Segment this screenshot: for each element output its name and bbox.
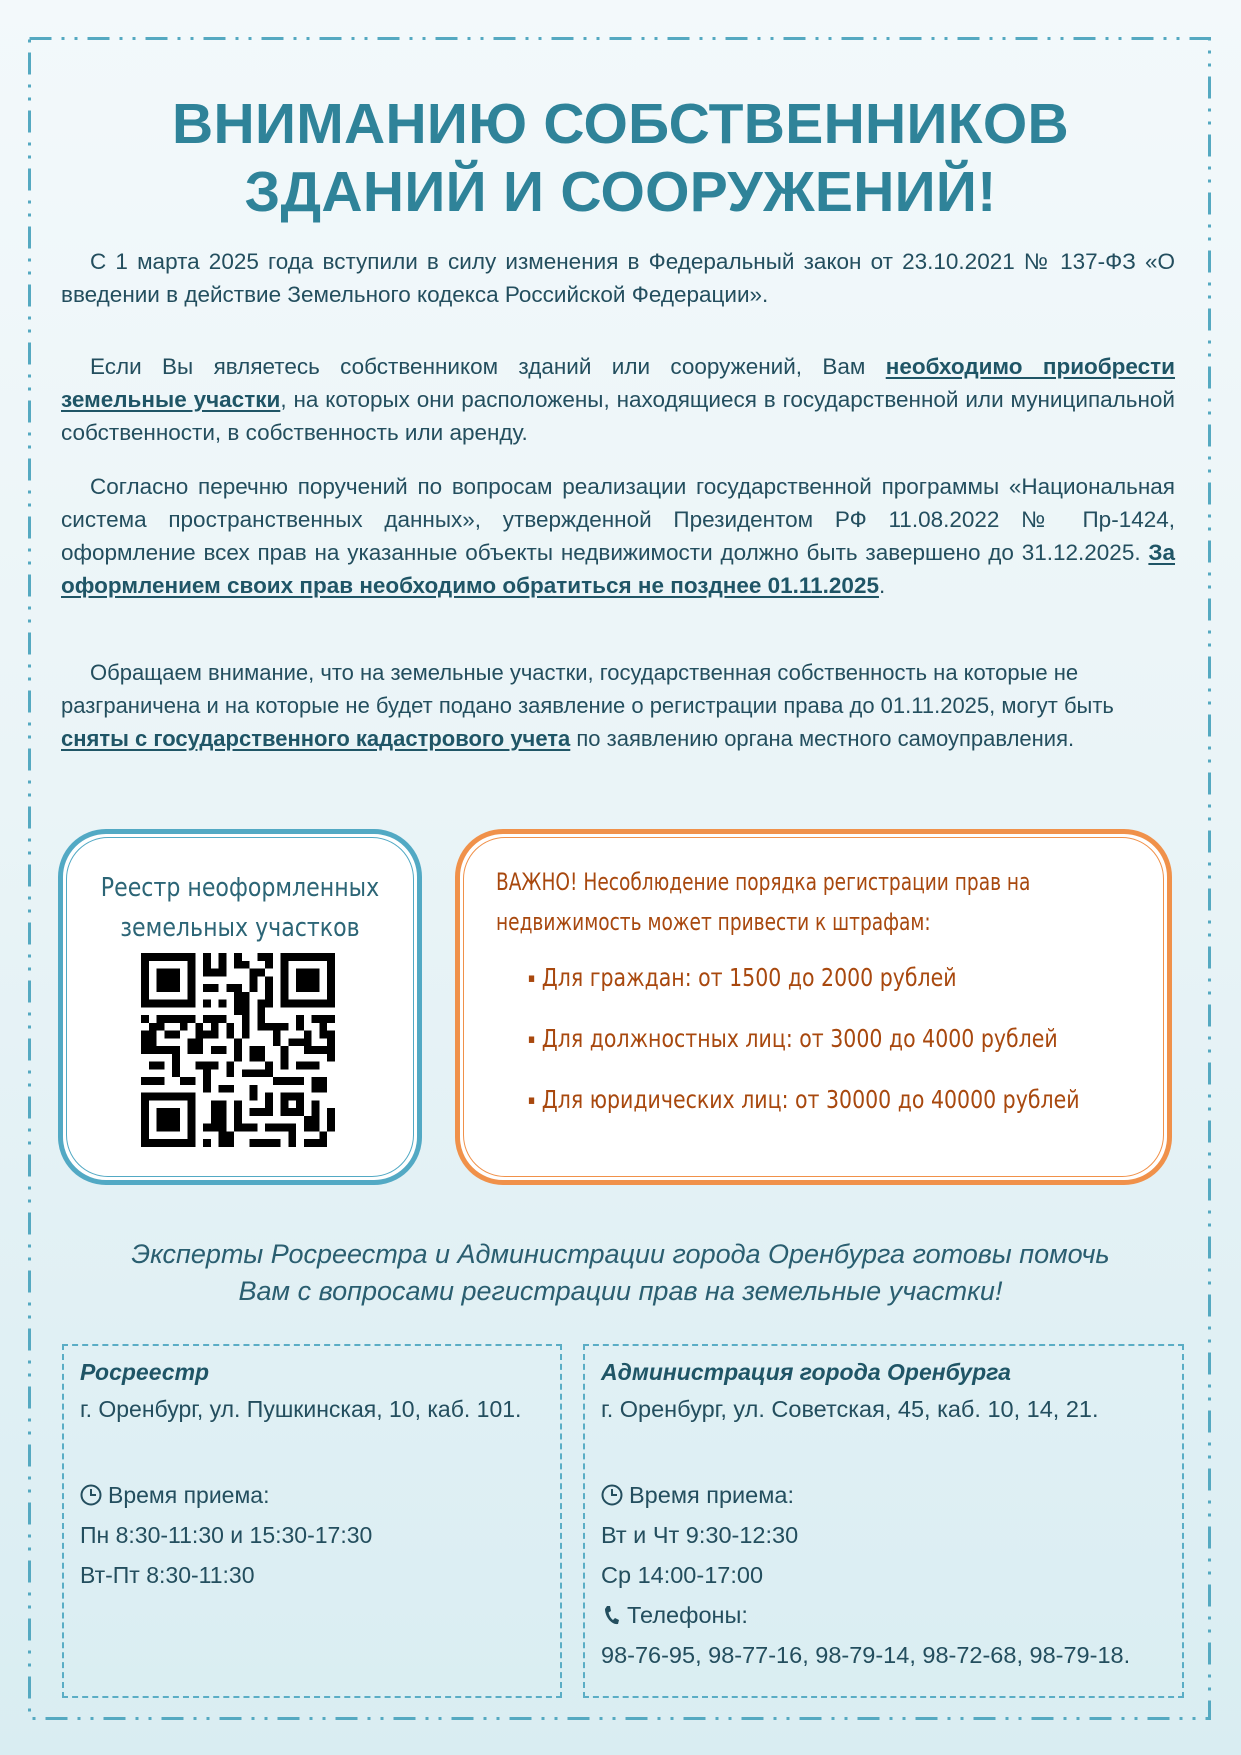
clock-icon [601,1484,623,1506]
p2-text-b: , на которых они расположены, находящиеся в государственной или муниципальной собственности, в собственность или аренду. [61,387,1176,445]
title-line-1: ВНИМАНИЮ СОБСТВЕННИКОВ [172,92,1069,156]
phones-heading [601,1595,1166,1635]
hours-label: Время приема: [108,1482,270,1508]
warning-text: ВАЖНО! Несоблюдение порядка регистрации прав на недвижимость может привести к штрафам: [496,868,1031,936]
paragraph-owners [61,350,1175,449]
penalty-warning-card [455,829,1172,1185]
hours-line: Вт-Пт 8:30-11:30 [80,1562,255,1588]
phone-icon [601,1604,621,1626]
contact-org-name: Росреестр [80,1359,210,1385]
qr-card [58,829,422,1185]
hours-heading [80,1475,544,1515]
title-line-2: ЗДАНИЙ И СООРУЖЕНИЙ! [244,160,997,224]
hours-line: Вт и Чт 9:30-12:30 [601,1522,799,1548]
contact-card-administration [583,1344,1184,1698]
phones-label: Телефоны: [627,1602,748,1628]
contact-card-rosreestr [62,1344,562,1698]
p4-text-b: по заявлению органа местного самоуправления. [570,726,1075,751]
hours-line: Пн 8:30-11:30 и 15:30-17:30 [80,1522,373,1548]
p2-emphasis: необходимо приобрести земельные участки [61,354,1175,412]
phone-numbers[interactable]: 98-76-95, 98-77-16, 98-79-14, 98-72-68, 98-79-18. [601,1642,1131,1668]
hours-label: Время приема: [629,1482,794,1508]
qr-label-line-1: Реестр неоформленных [100,873,380,903]
p4-emphasis: сняты с государственного кадастрового учета [61,726,571,751]
experts-callout [60,1236,1181,1310]
p3-emphasis: За оформлением своих прав необходимо обратиться не позднее 01.11.2025 [61,540,1175,598]
hours-line: Ср 14:00-17:00 [601,1562,764,1588]
contact-address: г. Оренбург, ул. Пушкинская, 10, каб. 101. [80,1396,522,1422]
paragraph-law-change: С 1 марта 2025 года вступили в силу изменения в Федеральный закон от 23.10.2021 № 137-ФЗ «О введении в действие Земельного кодекса Российской Федерации». [61,249,1175,307]
page-title [60,90,1181,226]
penalty-item: ▪ Для граждан: от 1500 до 2000 рублей [528,960,1080,1021]
qr-code-icon[interactable] [141,953,335,1147]
p3-text-b: . [878,573,886,598]
qr-label-line-2: земельных участков [120,913,360,943]
experts-line-2: Вам с вопросами регистрации прав на земельные участки! [238,1276,1003,1306]
penalty-item: ▪ Для юридических лиц: от 30000 до 40000 рублей [528,1082,1080,1143]
p4-text-a: Обращаем внимание, что на земельные участки, государственная собственность на которые не разграничена и на которые не будет подано заявление о регистрации права до 01.11.2025, могут быть [61,660,1114,718]
hours-heading [601,1475,1166,1515]
p3-text-a: Согласно перечню поручений по вопросам реализации государственной программы «Национальная система пространственных данных», утвержденной Президентом РФ 11.08.2022 № Пр-1424, оформление всех прав на указанные объекты недвижимости должно быть завершено до 31.12.2025. [61,474,1175,565]
clock-icon [80,1484,102,1506]
penalty-item: ▪ Для должностных лиц: от 3000 до 4000 рублей [528,1021,1080,1082]
p2-text-a: Если Вы являетесь собственником зданий или сооружений, Вам [90,354,886,379]
penalty-list [528,960,1080,1143]
contact-address: г. Оренбург, ул. Советская, 45, каб. 10, 14, 21. [601,1396,1099,1422]
experts-line-1: Эксперты Росреестра и Администрации города Оренбурга готовы помочь [131,1239,1110,1269]
contact-org-name: Администрация города Оренбурга [601,1359,1011,1385]
paragraph-deadline [61,470,1175,602]
paragraph-cadastral-removal [61,656,1175,755]
qr-card-label [90,868,391,948]
